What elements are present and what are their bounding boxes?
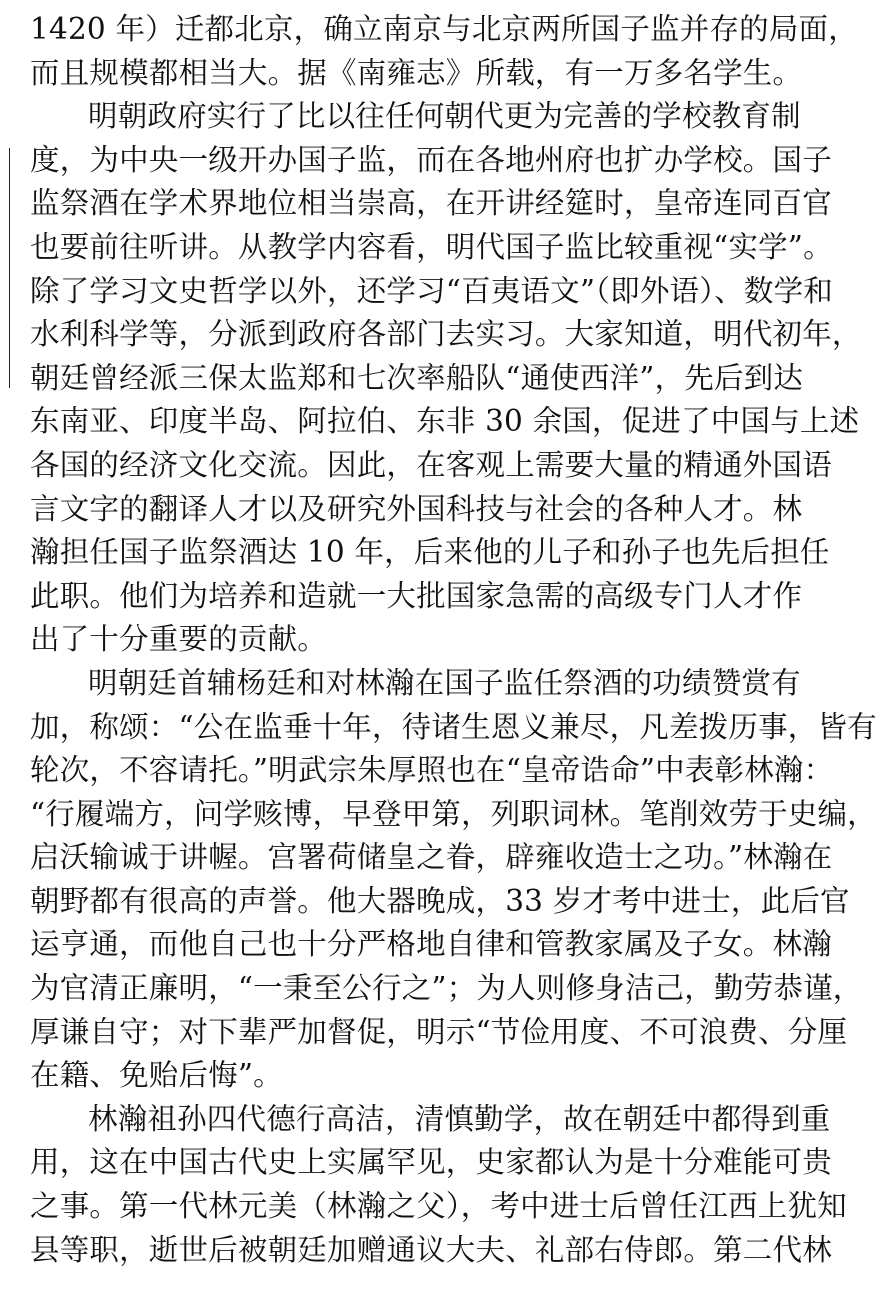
text-line: 在籍、免贻后悔”。 (30, 1058, 283, 1093)
text-line: 运亨通，而他自己也十分严格地自律和管教家属及子女。林瀚 (30, 927, 832, 962)
text-line: 瀚担任国子监祭酒达 10 年，后来他的儿子和孙子也先后担任 (30, 535, 830, 570)
text-line: 此职。他们为培养和造就一大批国家急需的高级专门人才作 (30, 578, 803, 613)
paragraph-3 (30, 662, 877, 1098)
body-text (30, 8, 877, 1272)
text-line: 明朝廷首辅杨廷和对林瀚在国子监任祭酒的功绩赞赏有 (88, 665, 801, 700)
margin-rule (9, 148, 10, 388)
text-line: 朝廷曾经派三保太监郑和七次率船队“通使西洋”，先后到达 (30, 360, 804, 395)
text-line: 启沃输诚于讲幄。宫署荷储皇之眷，辟雍收造士之功。”林瀚在 (30, 840, 833, 875)
paragraph-1 (30, 8, 858, 95)
text-line: 1420 年）迁都北京，确立南京与北京两所国子监并存的局面， (30, 12, 858, 46)
text-line: 之事。第一代林元美（林瀚之父），考中进士后曾任江西上犹知 (30, 1189, 847, 1224)
text-line: 各国的经济文化交流。因此，在客观上需要大量的精通外国语 (30, 447, 832, 482)
text-line: 林瀚祖孙四代德行高洁，清慎勤学，故在朝廷中都得到重 (88, 1101, 831, 1136)
text-line: 朝野都有很高的声誉。他大器晚成，33 岁才考中进士，此后官 (30, 883, 850, 918)
text-line: 除了学习文史哲学以外，还学习“百夷语文”（即外语）、数学和 (30, 273, 833, 308)
paragraph-4 (30, 1098, 847, 1272)
text-line: 用，这在中国古代史上实属罕见，史家都认为是十分难能可贵 (30, 1145, 832, 1180)
text-line: 加，称颂：“公在监垂十年，待诸生恩义兼尽，凡差拨历事，皆有 (30, 709, 877, 744)
text-line: 县等职，逝世后被朝廷加赠通议大夫、礼部右侍郎。第二代林 (30, 1232, 832, 1267)
text-line: 言文字的翻译人才以及研究外国科技与社会的各种人才。林 (30, 491, 803, 526)
text-line: 出了十分重要的贡献。 (30, 622, 328, 657)
text-line: 东南亚、印度半岛、阿拉伯、东非 30 余国，促进了中国与上述 (30, 404, 860, 439)
text-line: 水利科学等，分派到政府各部门去实习。大家知道，明代初年， (30, 317, 862, 352)
text-line: 明朝政府实行了比以往任何朝代更为完善的学校教育制 (88, 99, 801, 134)
text-line: 度，为中央一级开办国子监，而在各地州府也扩办学校。国子 (30, 142, 832, 177)
text-line: 而且规模都相当大。据《南雍志》所载，有一万多名学生。 (30, 55, 803, 90)
text-line: 也要前往听讲。从教学内容看，明代国子监比较重视“实学”。 (30, 229, 833, 264)
text-line: 轮次，不容请托。”明武宗朱厚照也在“皇帝诰命”中表彰林瀚： (30, 753, 834, 788)
text-line: 监祭酒在学术界地位相当崇高，在开讲经筵时，皇帝连同百官 (30, 186, 832, 221)
text-line: 为官清正廉明，“一秉至公行之”；为人则修身洁己，勤劳恭谨， (30, 971, 863, 1006)
paragraph-2 (30, 95, 862, 662)
text-line: “行履端方，问学赅博，早登甲第，列职词林。笔削效劳于史编， (30, 796, 877, 831)
text-line: 厚谦自守；对下辈严加督促，明示“节俭用度、不可浪费、分厘 (30, 1014, 848, 1049)
